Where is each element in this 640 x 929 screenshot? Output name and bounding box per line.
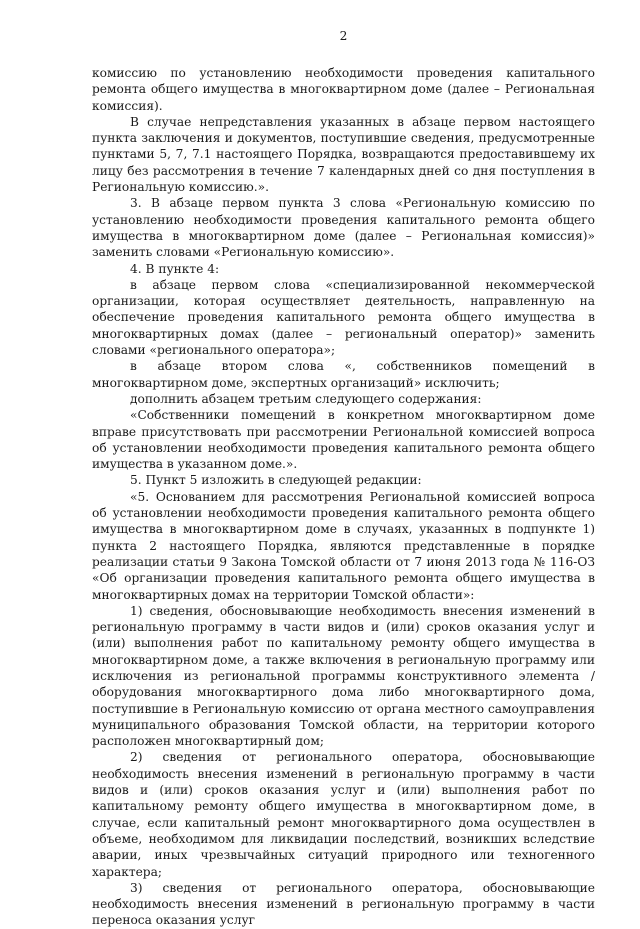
paragraph: 1) сведения, обосновывающие необходимость внесения изменений в региональную программу в части видов и (или) сроков оказания услуг и (или) выполнения работ по капитальному ремонту общего имущества в многоквартирном доме, а также включения в региональную программу или исключения из региональной программы конструктивного элемента / оборудования многоквартирного дома либо многоквартирного дома, поступившие в Региональную комиссию от органа местного самоуправления муниципального образования Томской области, на территории которого расположен многоквартирный дом; <box>92 603 595 749</box>
paragraph: в абзаце первом слова «специализированной некоммерческой организации, которая осуществляет деятельность, направленную на обеспечение проведения капитального ремонта общего имущества в многоквартирных домах (далее – региональный оператор)» заменить словами «регионального оператора»; <box>92 277 595 358</box>
paragraph: «5. Основанием для рассмотрения Региональной комиссией вопроса об установлении необходимости проведения капитального ремонта общего имущества в многоквартирном доме в случаях, указанных в подпункте 1) пункта 2 настоящего Порядка, являются представленные в порядке реализации статьи 9 Закона Томской области от 7 июня 2013 года № 116-ОЗ «Об организации проведения капитального ремонта общего имущества в многоквартирных домах на территории Томской области»: <box>92 489 595 602</box>
document-page <box>92 28 595 929</box>
paragraph: 5. Пункт 5 изложить в следующей редакции: <box>130 473 422 488</box>
paragraph: 2) сведения от регионального оператора, обосновывающие необходимость внесения изменений в региональную программу в части видов и (или) сроков оказания услуг и (или) выполнения работ по капитальному ремонту общего имущества в многоквартирном доме, в случае, если капитальный ремонт многоквартирного дома осуществлен в объеме, необходимом для ликвидации последствий, возникших вследствие аварии, иных чрезвычайных ситуаций природного или техногенного характера; <box>92 750 595 879</box>
paragraph: «Собственники помещений в конкретном многоквартирном доме вправе присутствовать при рассмотрении Региональной комиссией вопроса об установлении необходимости проведения капитального ремонта общего имущества в указанном доме.». <box>92 408 595 472</box>
paragraph: 3) сведения от регионального оператора, обосновывающие необходимость внесения изменений в региональную программу в части переноса оказания услуг <box>92 880 595 928</box>
paragraph: 3. В абзаце первом пункта 3 слова «Региональную комиссию по установлению необходимости проведения капитального ремонта общего имущества в многоквартирном доме (далее – Региональная комиссия)» заменить словами «Региональную комиссию». <box>92 196 595 260</box>
page-number: 2 <box>339 29 348 43</box>
paragraph: комиссию по установлению необходимости проведения капитального ремонта общего имущества в многоквартирном доме (далее – Региональная комиссия). <box>92 66 595 113</box>
document-body <box>92 65 595 929</box>
paragraph: 4. В пункте 4: <box>130 261 220 276</box>
paragraph: В случае непредставления указанных в абзаце первом настоящего пункта заключения и документов, поступившие сведения, предусмотренные пунктами 5, 7, 7.1 настоящего Порядка, возвращаются предоставившему их лицу без рассмотрения в течение 7 календарных дней со дня поступления в Региональную комиссию.». <box>92 114 595 195</box>
paragraph: в абзаце втором слова «, собственников помещений в многоквартирном доме, экспертных организаций» исключить; <box>92 359 595 390</box>
paragraph: дополнить абзацем третьим следующего содержания: <box>130 391 482 406</box>
